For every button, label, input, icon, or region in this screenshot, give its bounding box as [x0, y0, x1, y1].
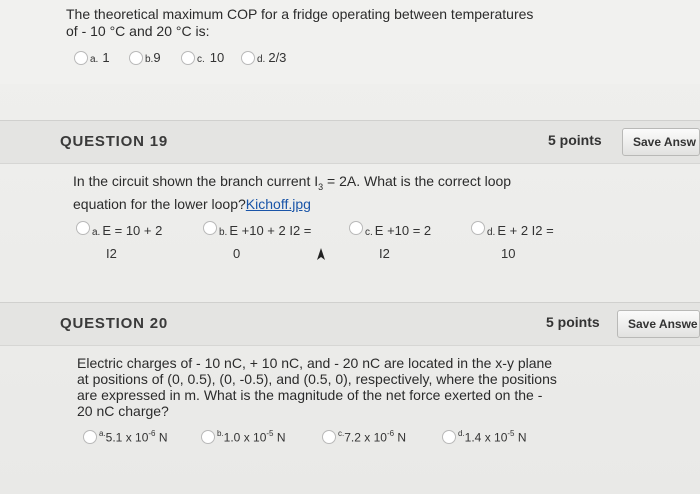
q18-option-c-radio[interactable] — [181, 51, 195, 65]
q18-option-c[interactable]: c. 10 — [197, 50, 225, 65]
q20-option-a-radio[interactable] — [83, 430, 97, 444]
q18-option-a[interactable]: a. 1 — [90, 50, 110, 65]
q19-save-answer-button[interactable]: Save Answ — [622, 128, 700, 156]
q20-option-b[interactable]: $^{b.}$1.0 x $10^{-5}$ N — [217, 429, 286, 445]
q18-option-d[interactable]: d. 2/3 — [257, 50, 287, 65]
question-19-text: In the circuit shown the branch current $I_3 = 2A$. What is the correct loop equation for the lower loop?Kichoff.jpg — [73, 173, 512, 212]
q19-option-a-radio[interactable] — [76, 221, 90, 235]
q20-save-answer-button[interactable]: Save Answe — [617, 310, 700, 338]
q18-option-b[interactable]: b.9 — [145, 50, 161, 65]
question-18-block — [0, 0, 700, 84]
q20-option-c[interactable]: $^{c.}$7.2 x $10^{-6}$ N — [338, 429, 407, 445]
q19-option-c-radio[interactable] — [349, 221, 363, 235]
q19-option-a[interactable]: a. E = 10 + 2 I2 — [92, 223, 163, 261]
question-20-points: 5 points — [546, 314, 600, 330]
q19-option-c[interactable]: c. E +10 = 2 I2 — [365, 223, 432, 261]
q18-option-d-radio[interactable] — [241, 51, 255, 65]
q20-option-c-radio[interactable] — [322, 430, 336, 444]
question-19-points: 5 points — [548, 132, 602, 148]
q19-option-d[interactable]: d. E + 2 I2 = 10 — [487, 223, 554, 261]
q20-option-d-radio[interactable] — [442, 430, 456, 444]
question-18-text: The theoretical maximum COP for a fridge operating between temperatures of - 10 °C and 20 °C is: — [66, 6, 534, 39]
q19-option-d-radio[interactable] — [471, 221, 485, 235]
question-19-header — [0, 120, 700, 164]
question-20-title: QUESTION 20 — [60, 315, 168, 332]
question-20-text: Electric charges of - 10 nC, + 10 nC, and - 20 nC are located in the x-y plane at positions of (0, 0.5), (0, -0.5), and (0.5, 0), respectively, where the positions are expressed in m. What is the magnitude of the net force exerted on the - 20 nC charge? — [77, 355, 557, 419]
q18-option-a-radio[interactable] — [74, 51, 88, 65]
q20-option-a[interactable]: $^{a.}$5.1 x $10^{-6}$ N — [99, 429, 168, 445]
question-19-title: QUESTION 19 — [60, 133, 168, 150]
mouse-pointer-icon — [316, 247, 326, 261]
kichoff-image-link[interactable]: Kichoff.jpg — [245, 195, 311, 212]
q20-option-d[interactable]: $^{d.}$1.4 x $10^{-5}$ N — [458, 429, 527, 445]
q18-option-b-radio[interactable] — [129, 51, 143, 65]
q20-option-b-radio[interactable] — [201, 430, 215, 444]
q19-option-b[interactable]: b. E +10 + 2 I2 = 0 — [219, 223, 312, 261]
question-20-header — [0, 302, 700, 346]
q19-option-b-radio[interactable] — [203, 221, 217, 235]
